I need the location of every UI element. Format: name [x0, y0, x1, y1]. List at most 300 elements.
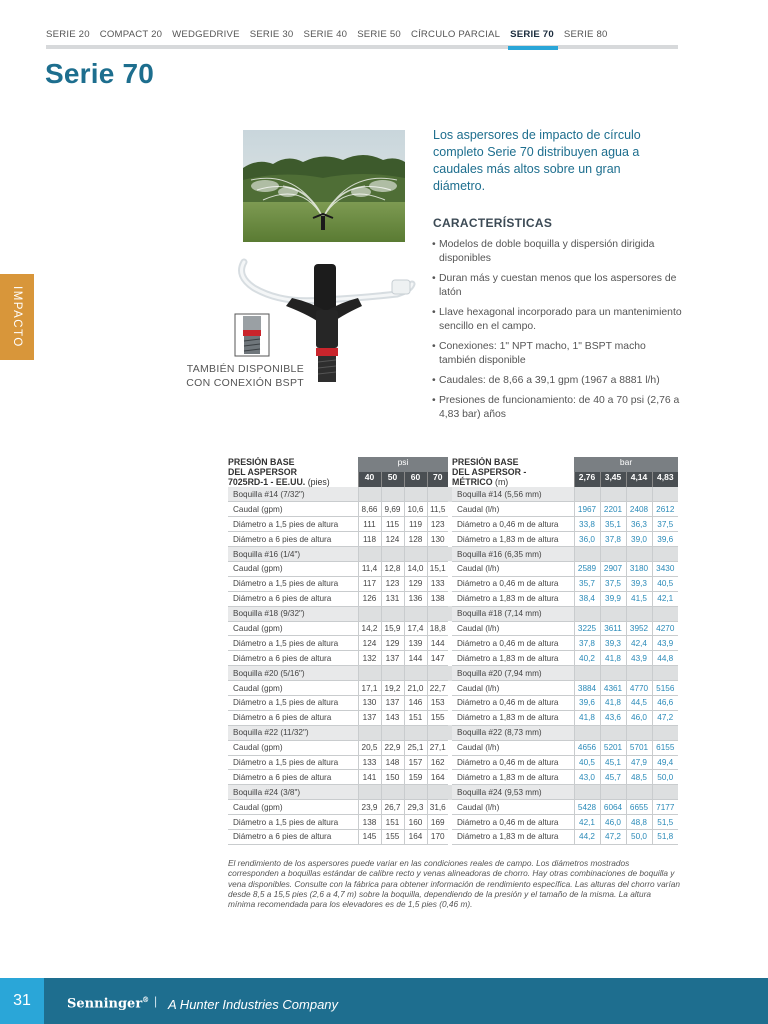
field-photo	[243, 130, 405, 242]
value-metric: 51,8	[652, 829, 678, 844]
nav-item[interactable]: SERIE 80	[563, 29, 608, 40]
row-label-us: Diámetro a 1,5 pies de altura	[228, 755, 358, 770]
value-metric: 48,8	[626, 815, 652, 830]
value-metric: 47,9	[626, 755, 652, 770]
section-fill	[600, 547, 626, 562]
value-metric: 3430	[652, 561, 678, 576]
section-fill	[427, 725, 448, 740]
nozzle-section-row	[228, 666, 678, 681]
intro-text: Los aspersores de impacto de círculo completo Serie 70 distribuyen agua a caudales más altos sobre un gran diámetro.	[433, 128, 641, 193]
row-label-metric: Caudal (l/h)	[452, 740, 574, 755]
section-fill	[427, 606, 448, 621]
section-fill	[404, 725, 427, 740]
value-metric: 49,4	[652, 755, 678, 770]
nav-item[interactable]: SERIE 40	[303, 29, 348, 40]
value-us: 143	[381, 710, 404, 725]
value-metric: 41,8	[600, 651, 626, 666]
table-row	[228, 561, 678, 576]
value-us: 169	[427, 815, 448, 830]
metric-header	[452, 457, 574, 487]
psi-col: 50	[381, 472, 404, 487]
row-label-us: Diámetro a 1,5 pies de altura	[228, 517, 358, 532]
value-metric: 40,5	[652, 576, 678, 591]
value-metric: 36,3	[626, 517, 652, 532]
section-fill	[404, 666, 427, 681]
value-us: 111	[358, 517, 381, 532]
feature-item: • Llave hexagonal incorporado para un mantenimiento sencillo en el campo.	[432, 306, 682, 334]
value-us: 146	[404, 695, 427, 710]
value-metric: 41,8	[574, 710, 600, 725]
section-fill	[652, 606, 678, 621]
value-us: 26,7	[381, 800, 404, 815]
side-tab-impacto[interactable]	[0, 274, 34, 360]
table-row	[228, 591, 678, 606]
value-us: 133	[427, 576, 448, 591]
value-us: 115	[381, 517, 404, 532]
row-label-us: Diámetro a 6 pies de altura	[228, 591, 358, 606]
value-us: 137	[358, 710, 381, 725]
value-metric: 44,8	[652, 651, 678, 666]
section-fill	[574, 487, 600, 502]
table-row	[228, 815, 678, 830]
nav-item[interactable]: SERIE 70	[510, 29, 554, 43]
bar-col: 4,14	[626, 472, 652, 487]
nozzle-section-row	[228, 547, 678, 562]
value-metric: 6155	[652, 740, 678, 755]
row-label-us: Caudal (gpm)	[228, 502, 358, 517]
psi-col: 40	[358, 472, 381, 487]
value-us: 128	[404, 532, 427, 547]
section-fill	[381, 606, 404, 621]
section-fill	[626, 785, 652, 800]
section-fill	[652, 547, 678, 562]
table-row	[228, 695, 678, 710]
value-metric: 42,1	[652, 591, 678, 606]
section-fill	[381, 785, 404, 800]
row-label-metric: Diámetro a 1,83 m de altura	[452, 591, 574, 606]
value-us: 160	[404, 815, 427, 830]
value-metric: 43,6	[600, 710, 626, 725]
table-row	[228, 576, 678, 591]
section-fill	[574, 785, 600, 800]
value-us: 170	[427, 829, 448, 844]
row-label-metric: Caudal (l/h)	[452, 561, 574, 576]
table-header-row	[228, 457, 678, 472]
value-us: 130	[427, 532, 448, 547]
nozzle-section-row	[228, 487, 678, 502]
us-header-line2: DEL ASPERSOR	[228, 467, 297, 477]
us-header	[228, 457, 358, 487]
value-metric: 44,2	[574, 829, 600, 844]
row-label-us: Caudal (gpm)	[228, 621, 358, 636]
value-metric: 4770	[626, 681, 652, 696]
section-fill	[404, 785, 427, 800]
value-us: 148	[381, 755, 404, 770]
value-us: 12,8	[381, 561, 404, 576]
table-row	[228, 681, 678, 696]
metric-header-line1: PRESIÓN BASE	[452, 457, 519, 467]
value-us: 164	[427, 770, 448, 785]
value-metric: 46,0	[600, 815, 626, 830]
section-fill	[600, 606, 626, 621]
table-row	[228, 740, 678, 755]
value-metric: 42,4	[626, 636, 652, 651]
value-us: 17,4	[404, 621, 427, 636]
value-metric: 38,4	[574, 591, 600, 606]
feature-item: • Presiones de funcionamiento: de 40 a 70 psi (2,76 a 4,83 bar) años	[432, 394, 682, 422]
value-metric: 43,9	[626, 651, 652, 666]
row-label-us: Diámetro a 1,5 pies de altura	[228, 636, 358, 651]
section-fill	[404, 547, 427, 562]
section-fill	[427, 785, 448, 800]
value-metric: 5701	[626, 740, 652, 755]
value-us: 138	[358, 815, 381, 830]
value-metric: 2589	[574, 561, 600, 576]
value-metric: 47,2	[600, 829, 626, 844]
row-label-metric: Caudal (l/h)	[452, 621, 574, 636]
section-fill	[574, 606, 600, 621]
value-metric: 43,0	[574, 770, 600, 785]
value-us: 151	[404, 710, 427, 725]
section-fill	[358, 785, 381, 800]
value-metric: 3884	[574, 681, 600, 696]
value-us: 27,1	[427, 740, 448, 755]
section-fill	[381, 547, 404, 562]
value-metric: 37,5	[600, 576, 626, 591]
value-metric: 33,8	[574, 517, 600, 532]
value-us: 18,8	[427, 621, 448, 636]
value-metric: 3611	[600, 621, 626, 636]
value-us: 159	[404, 770, 427, 785]
row-label-metric: Diámetro a 0,46 m de altura	[452, 755, 574, 770]
value-us: 119	[404, 517, 427, 532]
feature-item: • Caudales: de 8,66 a 39,1 gpm (1967 a 8881 l/h)	[432, 374, 682, 388]
value-metric: 39,0	[626, 532, 652, 547]
value-metric: 36,0	[574, 532, 600, 547]
page-title: Serie 70	[45, 58, 155, 89]
value-us: 136	[404, 591, 427, 606]
us-header-line1: PRESIÓN BASE	[228, 457, 295, 467]
table-row	[228, 502, 678, 517]
section-fill	[381, 666, 404, 681]
section-fill	[358, 666, 381, 681]
value-us: 17,1	[358, 681, 381, 696]
value-us: 21,0	[404, 681, 427, 696]
value-metric: 2612	[652, 502, 678, 517]
nozzle-label-metric: Boquilla #24 (9,53 mm)	[452, 785, 574, 800]
row-label-metric: Diámetro a 0,46 m de altura	[452, 636, 574, 651]
section-fill	[404, 487, 427, 502]
brand-registered-mark: ®	[142, 995, 150, 1004]
row-label-metric: Diámetro a 0,46 m de altura	[452, 695, 574, 710]
value-us: 123	[381, 576, 404, 591]
row-label-us: Caudal (gpm)	[228, 561, 358, 576]
bar-col: 2,76	[574, 472, 600, 487]
row-label-metric: Caudal (l/h)	[452, 800, 574, 815]
value-us: 153	[427, 695, 448, 710]
value-us: 139	[404, 636, 427, 651]
value-us: 11,4	[358, 561, 381, 576]
value-us: 117	[358, 576, 381, 591]
value-us: 8,66	[358, 502, 381, 517]
value-us: 124	[381, 532, 404, 547]
value-metric: 45,7	[600, 770, 626, 785]
value-us: 141	[358, 770, 381, 785]
value-us: 11,5	[427, 502, 448, 517]
nav-item[interactable]: COMPACT 20	[99, 29, 163, 40]
nozzle-label-metric: Boquilla #16 (6,35 mm)	[452, 547, 574, 562]
value-us: 138	[427, 591, 448, 606]
value-metric: 7177	[652, 800, 678, 815]
nav-item[interactable]: SERIE 50	[357, 29, 401, 40]
performance-note: El rendimiento de los aspersores puede variar en las condiciones reales de campo. Los diámetros mostrados corresponden a boquillas estándar de calibre recto y venas alineadoras de chorro. Hay otras combinaciones de boquilla y vena disponibles. Consulte con la fábrica para obtener información de rendimiento específica. Las alturas del chorro varían desde 8,5 a 15,5 pies (2,6 a 4,7 m) sobre la boquilla, dependiendo de la presión y el tamaño de la misma. La altura mínima recomendada para los elevadores es de 1,5 pies (0,46 m).	[228, 858, 680, 910]
value-us: 25,1	[404, 740, 427, 755]
value-metric: 37,5	[652, 517, 678, 532]
value-us: 20,5	[358, 740, 381, 755]
section-fill	[574, 547, 600, 562]
nav-item[interactable]: SERIE 20	[46, 29, 90, 40]
value-metric: 50,0	[652, 770, 678, 785]
features-title: CARACTERÍSTICAS	[433, 216, 553, 230]
nozzle-label-us: Boquilla #22 (11/32")	[228, 725, 358, 740]
table-row	[228, 710, 678, 725]
row-label-metric: Caudal (l/h)	[452, 502, 574, 517]
nozzle-label-metric: Boquilla #20 (7,94 mm)	[452, 666, 574, 681]
section-fill	[600, 666, 626, 681]
nav-item[interactable]: SERIE 30	[249, 29, 294, 40]
nozzle-label-us: Boquilla #20 (5/16")	[228, 666, 358, 681]
value-us: 150	[381, 770, 404, 785]
row-label-us: Diámetro a 6 pies de altura	[228, 532, 358, 547]
table-row	[228, 800, 678, 815]
value-us: 29,3	[404, 800, 427, 815]
nav-item[interactable]: CÍRCULO PARCIAL	[410, 29, 501, 40]
value-metric: 35,1	[600, 517, 626, 532]
value-us: 157	[404, 755, 427, 770]
value-metric: 45,1	[600, 755, 626, 770]
value-metric: 40,5	[574, 755, 600, 770]
section-fill	[381, 725, 404, 740]
row-label-metric: Diámetro a 0,46 m de altura	[452, 815, 574, 830]
row-label-us: Diámetro a 6 pies de altura	[228, 770, 358, 785]
section-fill	[652, 487, 678, 502]
value-metric: 40,2	[574, 651, 600, 666]
value-metric: 46,6	[652, 695, 678, 710]
section-fill	[626, 666, 652, 681]
row-label-metric: Caudal (l/h)	[452, 681, 574, 696]
row-label-us: Diámetro a 6 pies de altura	[228, 829, 358, 844]
row-label-us: Diámetro a 1,5 pies de altura	[228, 815, 358, 830]
row-label-us: Caudal (gpm)	[228, 800, 358, 815]
bar-col: 4,83	[652, 472, 678, 487]
value-us: 126	[358, 591, 381, 606]
nav-item[interactable]: WEDGEDRIVE	[172, 29, 240, 40]
value-metric: 39,6	[652, 532, 678, 547]
row-label-metric: Diámetro a 0,46 m de altura	[452, 576, 574, 591]
value-metric: 2408	[626, 502, 652, 517]
value-us: 15,9	[381, 621, 404, 636]
value-us: 14,0	[404, 561, 427, 576]
value-us: 23,9	[358, 800, 381, 815]
side-tab-label: IMPACTO	[11, 286, 23, 348]
section-fill	[652, 666, 678, 681]
value-metric: 50,0	[626, 829, 652, 844]
value-metric: 47,2	[652, 710, 678, 725]
nozzle-label-us: Boquilla #16 (1/4")	[228, 547, 358, 562]
top-navigation	[46, 29, 678, 49]
feature-item: • Conexiones: 1" NPT macho, 1" BSPT macho también disponible	[432, 340, 682, 368]
footer	[0, 978, 768, 1024]
section-fill	[358, 725, 381, 740]
section-fill	[574, 725, 600, 740]
value-us: 22,7	[427, 681, 448, 696]
nozzle-label-us: Boquilla #18 (9/32")	[228, 606, 358, 621]
section-fill	[358, 606, 381, 621]
value-us: 155	[381, 829, 404, 844]
table-row	[228, 517, 678, 532]
value-us: 14,2	[358, 621, 381, 636]
section-fill	[381, 487, 404, 502]
table-row	[228, 770, 678, 785]
value-us: 155	[427, 710, 448, 725]
sprinkler-field-image	[243, 130, 405, 242]
row-label-metric: Diámetro a 1,83 m de altura	[452, 770, 574, 785]
section-fill	[626, 606, 652, 621]
table-row	[228, 532, 678, 547]
metric-header-unit: (m)	[495, 477, 509, 487]
value-metric: 4270	[652, 621, 678, 636]
value-metric: 2907	[600, 561, 626, 576]
value-us: 131	[381, 591, 404, 606]
section-fill	[427, 487, 448, 502]
brand-separator: |	[154, 994, 158, 1008]
value-us: 144	[427, 636, 448, 651]
value-metric: 43,9	[652, 636, 678, 651]
row-label-metric: Diámetro a 0,46 m de altura	[452, 517, 574, 532]
value-metric: 5201	[600, 740, 626, 755]
nozzle-label-metric: Boquilla #22 (8,73 mm)	[452, 725, 574, 740]
section-fill	[358, 487, 381, 502]
section-fill	[404, 606, 427, 621]
value-us: 132	[358, 651, 381, 666]
nozzle-label-metric: Boquilla #18 (7,14 mm)	[452, 606, 574, 621]
value-metric: 5428	[574, 800, 600, 815]
row-label-metric: Diámetro a 1,83 m de altura	[452, 651, 574, 666]
us-header-model: 7025RD-1 - EE.UU.	[228, 477, 306, 487]
value-metric: 6064	[600, 800, 626, 815]
metric-header-title: MÉTRICO	[452, 477, 493, 487]
value-us: 15,1	[427, 561, 448, 576]
row-label-metric: Diámetro a 1,83 m de altura	[452, 710, 574, 725]
nozzle-section-row	[228, 606, 678, 621]
metric-header-line2: DEL ASPERSOR -	[452, 467, 527, 477]
section-fill	[574, 666, 600, 681]
nozzle-label-metric: Boquilla #14 (5,56 mm)	[452, 487, 574, 502]
section-fill	[600, 785, 626, 800]
nozzle-section-row	[228, 725, 678, 740]
page-number: 31	[0, 978, 44, 1024]
table-row	[228, 829, 678, 844]
value-us: 19,2	[381, 681, 404, 696]
section-fill	[427, 547, 448, 562]
psi-col: 70	[427, 472, 448, 487]
feature-item: • Duran más y cuestan menos que los aspersores de latón	[432, 272, 682, 300]
value-metric: 39,3	[600, 636, 626, 651]
nav-list	[46, 29, 678, 43]
value-metric: 5156	[652, 681, 678, 696]
value-metric: 4361	[600, 681, 626, 696]
performance-table	[228, 457, 678, 845]
us-header-unit: (pies)	[307, 477, 330, 487]
value-metric: 39,6	[574, 695, 600, 710]
value-us: 151	[381, 815, 404, 830]
section-fill	[626, 547, 652, 562]
value-us: 130	[358, 695, 381, 710]
row-label-us: Diámetro a 1,5 pies de altura	[228, 576, 358, 591]
brand-tagline: A Hunter Industries Company	[168, 997, 339, 1012]
value-metric: 51,5	[652, 815, 678, 830]
value-metric: 46,0	[626, 710, 652, 725]
nozzle-label-us: Boquilla #14 (7/32")	[228, 487, 358, 502]
value-metric: 44,5	[626, 695, 652, 710]
value-us: 31,6	[427, 800, 448, 815]
value-metric: 4656	[574, 740, 600, 755]
section-fill	[652, 785, 678, 800]
value-us: 10,6	[404, 502, 427, 517]
table-row	[228, 636, 678, 651]
section-fill	[652, 725, 678, 740]
feature-item: • Modelos de doble boquilla y dispersión dirigida disponibles	[432, 238, 682, 266]
value-us: 147	[427, 651, 448, 666]
section-fill	[427, 666, 448, 681]
row-label-metric: Diámetro a 1,83 m de altura	[452, 532, 574, 547]
section-fill	[626, 725, 652, 740]
row-label-us: Caudal (gpm)	[228, 681, 358, 696]
value-us: 22,9	[381, 740, 404, 755]
value-us: 145	[358, 829, 381, 844]
bspt-caption: TAMBIÉN DISPONIBLE CON CONEXIÓN BSPT	[186, 363, 304, 389]
row-label-us: Diámetro a 6 pies de altura	[228, 651, 358, 666]
value-us: 144	[404, 651, 427, 666]
value-us: 118	[358, 532, 381, 547]
value-metric: 42,1	[574, 815, 600, 830]
value-us: 137	[381, 651, 404, 666]
value-metric: 3225	[574, 621, 600, 636]
value-us: 162	[427, 755, 448, 770]
table-row	[228, 651, 678, 666]
value-metric: 41,5	[626, 591, 652, 606]
nozzle-section-row	[228, 785, 678, 800]
section-fill	[626, 487, 652, 502]
value-us: 164	[404, 829, 427, 844]
value-metric: 39,3	[626, 576, 652, 591]
value-us: 129	[404, 576, 427, 591]
bar-col: 3,45	[600, 472, 626, 487]
section-fill	[600, 725, 626, 740]
features-list	[432, 238, 682, 428]
psi-col: 60	[404, 472, 427, 487]
value-metric: 39,9	[600, 591, 626, 606]
row-label-us: Caudal (gpm)	[228, 740, 358, 755]
section-fill	[358, 547, 381, 562]
value-us: 124	[358, 636, 381, 651]
value-metric: 3180	[626, 561, 652, 576]
value-metric: 35,7	[574, 576, 600, 591]
psi-unit-header: psi	[358, 457, 448, 472]
value-us: 133	[358, 755, 381, 770]
nozzle-label-us: Boquilla #24 (3/8")	[228, 785, 358, 800]
value-us: 123	[427, 517, 448, 532]
